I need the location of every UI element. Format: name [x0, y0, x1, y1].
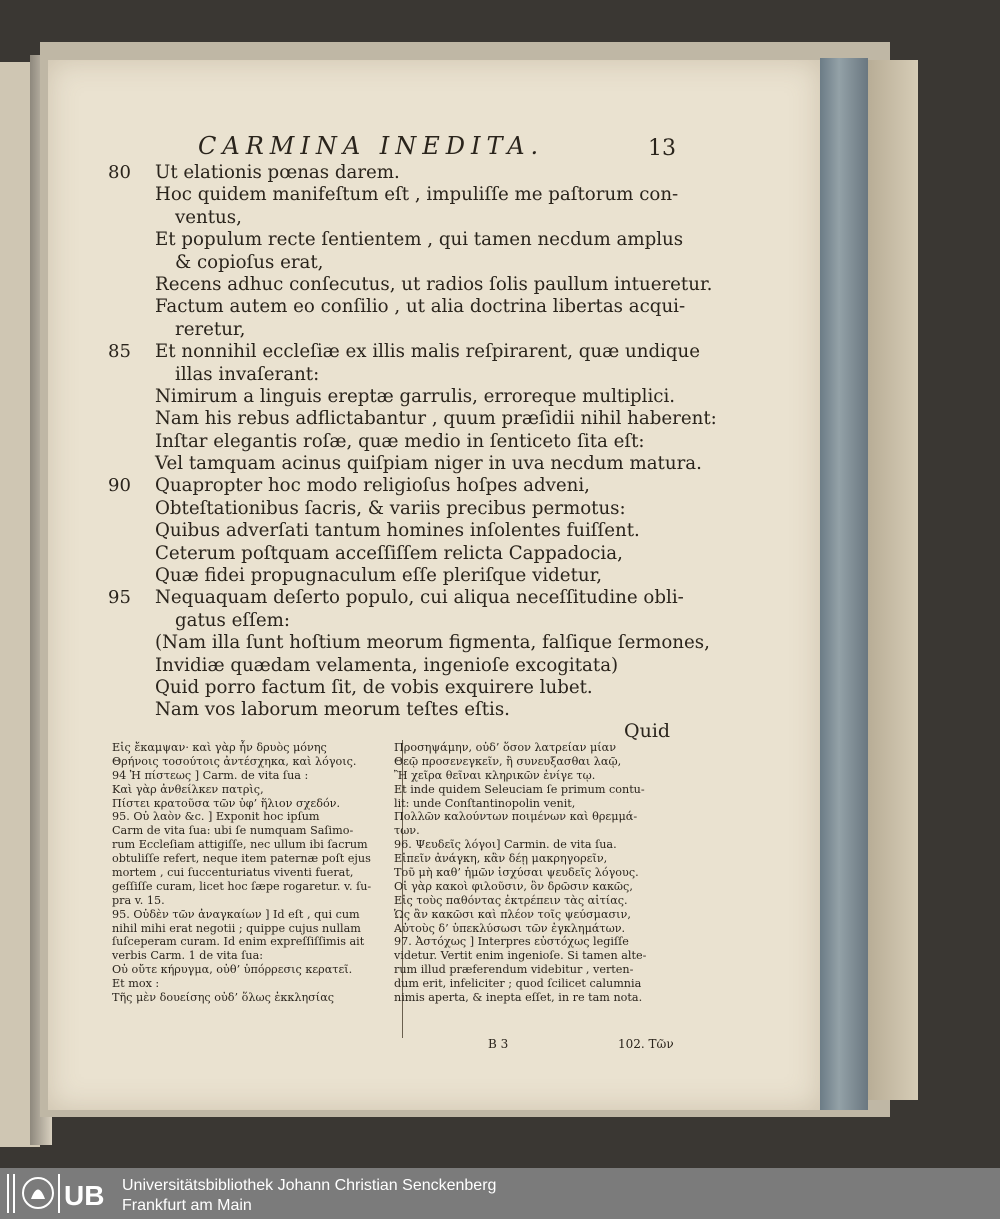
library-logo-icon — [4, 1172, 112, 1215]
line-number: 85 — [108, 341, 131, 363]
poem-line — [155, 498, 675, 520]
footnote-line: Ἢ χεῖρα θεῖναι κληρικῶν ἐνίγε τῳ. — [394, 768, 596, 782]
footnote-line: lit: unde Conſtantinopolin venit, — [394, 796, 576, 810]
footnote-line: nihil mihi erat negotii ; quippe cujus nullam — [112, 921, 361, 935]
signature-mark: B 3 — [488, 1037, 509, 1051]
poem-line — [155, 408, 717, 430]
poem-line-text: Obteſtationibus ſacris, & variis precibus permotus: — [155, 497, 626, 519]
footnote-line: 95. Οὐ λαὸν &c. ] Exponit hoc ipſum — [112, 810, 320, 824]
poem-line-text: Quibus adverſati tantum homines inſolentes fuiſſent. — [155, 520, 640, 542]
footnote-line: mortem , cui ſuccenturiatus viventi fuerat, — [112, 866, 354, 880]
poem-line-text: Nam vos laborum meorum teſtes eſtis. — [155, 699, 510, 721]
footnote-line: rum Eccleſiam attigiſſe, nec ullum ibi ſacrum — [112, 838, 368, 852]
poem-line — [155, 520, 675, 542]
poem-line-text: Quapropter hoc modo religioſus hoſpes adveni, — [155, 475, 590, 497]
footnote-line: Πολλῶν καλούντων ποιμένων καὶ θρεμμά- — [394, 810, 638, 824]
poem-line — [155, 273, 713, 296]
poem-line-text: Nimirum a linguis ereptæ garrulis, erroreque multiplici. — [155, 385, 676, 407]
poem-line — [155, 229, 684, 251]
poem-line-text: Ceterum poſtquam acceſſiſſem relicta Cappadocia, — [155, 542, 623, 564]
footnote-line: Προσηψάμην, οὐδ’ ὅσον λατρείαν μίαν — [394, 741, 616, 754]
footnote-line: verbis Carm. 1 de vita ſua: — [112, 949, 264, 963]
poem-line-text: Nam his rebus adflictabantur , quum præſidii nihil haberent: — [155, 408, 717, 430]
footnote-line: Εἰπεῖν ἀνάγκη, κἂν δέῃ μακρηγορεῖν, — [394, 852, 608, 866]
poem-text — [108, 162, 717, 722]
footnote-line: nimis aperta, & inepta eſſet, in re tam nota. — [394, 991, 643, 1005]
poem-line-text: reretur, — [175, 318, 246, 340]
poem-line-text: & copioſus erat, — [175, 251, 324, 273]
poem-line — [155, 610, 675, 632]
footnote-line: Εἰς τοὺς παθόντας ἐκτρέπειν τὰς αἰτίας. — [394, 893, 628, 907]
poem-line — [155, 364, 675, 386]
footnote-line: geſſiſſe curam, licet hoc ſæpe rogaretur. v. ſu- — [112, 879, 372, 893]
poem-line — [155, 431, 675, 453]
footnote-line: των. — [394, 824, 420, 838]
poem-line-text: Nequaquam deſerto populo, cui aliqua neceſſitudine obli- — [155, 587, 684, 609]
poem-line — [155, 386, 675, 408]
book-cover-edge — [868, 60, 918, 1100]
poem-line — [155, 565, 675, 587]
poem-line — [155, 319, 675, 341]
footnote-line: Οὐ οὔτε κήρυγμα, οὐθ’ ὑπόρρεσις κερατεῖ. — [112, 963, 353, 977]
poem-line — [155, 184, 679, 206]
footnote-line: 96. Ψευδεῖς λόγοι] Carmin. de vita ſua. — [394, 838, 617, 852]
logo-text: UB — [64, 1180, 105, 1211]
poem-line — [108, 475, 675, 497]
catchword: Quid — [624, 720, 671, 742]
footnote-line: obtuliſſe refert, neque item paternæ poſt ejus — [112, 852, 371, 866]
library-footer — [0, 1168, 1000, 1219]
footnote-line: 97. Ἀστόχως ] Interpres εὐστόχως legiſſe — [394, 935, 629, 949]
poem-line — [155, 252, 675, 274]
poem-line-text: gatus eſſem: — [175, 609, 290, 631]
poem-line-text: ventus, — [175, 206, 242, 228]
footnote-line: Τοῦ μὴ καθ’ ἡμῶν ἰσχύσαι ψευδεῖς λόγους. — [394, 866, 639, 880]
poem-line — [155, 207, 675, 229]
poem-line — [108, 341, 701, 363]
footnote-line: videtur. Vertit enim ingenioſe. Si tamen alte- — [394, 949, 647, 963]
library-name — [122, 1176, 496, 1216]
footnote-line: 94 Ἡ πίστεως ] Carm. de vita ſua : — [112, 768, 309, 782]
poem-line-text: (Nam illa ſunt hoſtium meorum figmenta, falſique ſermones, — [155, 632, 710, 654]
footnote-line: rum illud præferendum videbitur , verten- — [394, 963, 634, 977]
poem-line — [108, 587, 684, 609]
poem-line-text: Hoc quidem manifeſtum eſt , impuliſſe me paſtorum con- — [155, 184, 679, 206]
poem-line-text: Vel tamquam acinus quiſpiam niger in uva necdum matura. — [155, 453, 702, 475]
footnote-line: ſuſceperam curam. Id enim expreſſiſſimis ait — [112, 935, 365, 949]
footnote-line: Καὶ γὰρ ἀνθείλκεν πατρὶς, — [112, 782, 264, 796]
poem-line — [155, 453, 702, 475]
page-number: 13 — [648, 136, 676, 161]
footnote-line: Τῆς μὲν δουείσης οὐδ’ ὅλως ἐκκλησίας — [112, 991, 335, 1005]
footnote-line: Θρήνοις τοσούτοις ἀντέσχηκα, καὶ λόγοις. — [112, 754, 357, 768]
footnote-line: Et mox : — [112, 977, 160, 991]
footnote-line: Οἱ γὰρ κακοὶ φιλοῦσιν, ὃν δρῶσιν κακῶς, — [394, 879, 633, 893]
library-line-2: Frankfurt am Main — [122, 1197, 252, 1214]
poem-line-text: Et nonnihil eccleſiæ ex illis malis reſpirarent, quæ undique — [155, 341, 701, 363]
footnote-line: dum erit, infeliciter ; quod ſcilicet calumnia — [394, 977, 642, 991]
poem-line-text: illas invaſerant: — [175, 363, 320, 385]
poem-line-text: Recens adhuc conſecutus, ut radios ſolis paullum intueretur. — [155, 273, 713, 295]
footnote-catchword: 102. Τῶν — [618, 1037, 674, 1051]
line-number: 95 — [108, 587, 131, 609]
poem-line — [155, 296, 686, 318]
footnote-line: Ὡς ἂν κακῶσι καὶ πλέον τοῖς ψεύσμασιν, — [394, 907, 631, 921]
footnotes-right-column — [394, 741, 672, 1005]
page-block-edge — [820, 58, 868, 1110]
footnote-line: Et inde quidem Seleuciam ſe primum contu- — [394, 782, 645, 796]
poem-line — [155, 543, 675, 565]
library-line-1: Universitätsbibliothek Johann Christian Senckenberg — [122, 1177, 497, 1194]
poem-line-text: Quæ fidei propugnaculum eſſe pleriſque videtur, — [155, 565, 603, 587]
poem-line-text: Ut elationis pœnas darem. — [155, 162, 400, 183]
footnote-line: 95. Οὐδὲν τῶν ἀναγκαίων ] Id eſt , qui cum — [112, 907, 360, 921]
footnote-line: Αὐτοὺς δ’ ὑπεκλύσωσι τῶν ἐγκλημάτων. — [394, 921, 626, 935]
poem-line-text: Et populum recte ſentientem , qui tamen necdum amplus — [155, 229, 684, 251]
poem-line — [108, 162, 675, 184]
line-number: 90 — [108, 475, 131, 497]
poem-line — [155, 632, 710, 654]
footnote-line: Εἰς ἔκαμψαν· καὶ γὰρ ἦν δρυὸς μόνης — [112, 741, 327, 754]
poem-line-text: Inſtar elegantis roſæ, quæ medio in ſenticeto ſita eſt: — [155, 430, 645, 452]
footnotes-left-column — [112, 741, 394, 1005]
line-number: 80 — [108, 162, 131, 183]
poem-line — [155, 677, 675, 699]
footnote-line: Carm de vita ſua: ubi ſe numquam Saſimo- — [112, 824, 354, 838]
footnote-line: pra v. 15. — [112, 893, 165, 907]
poem-line-text: Invidiæ quædam velamenta, ingenioſe excogitata) — [155, 654, 619, 676]
poem-line — [155, 699, 675, 721]
running-title: CARMINA INEDITA. — [198, 132, 545, 160]
poem-line-text: Factum autem eo conſilio , ut alia doctrina libertas acqui- — [155, 296, 686, 318]
poem-line — [155, 655, 675, 677]
footnote-line: Θεῷ προσενεγκεῖν, ἢ συνευξασθαι λαῷ, — [394, 754, 622, 768]
footnote-line: Πίστει κρατοῦσα τῶν ὑφ’ ἥλιον σχεδόν. — [112, 796, 341, 810]
poem-line-text: Quid porro factum ſit, de vobis exquirere lubet. — [155, 676, 593, 698]
